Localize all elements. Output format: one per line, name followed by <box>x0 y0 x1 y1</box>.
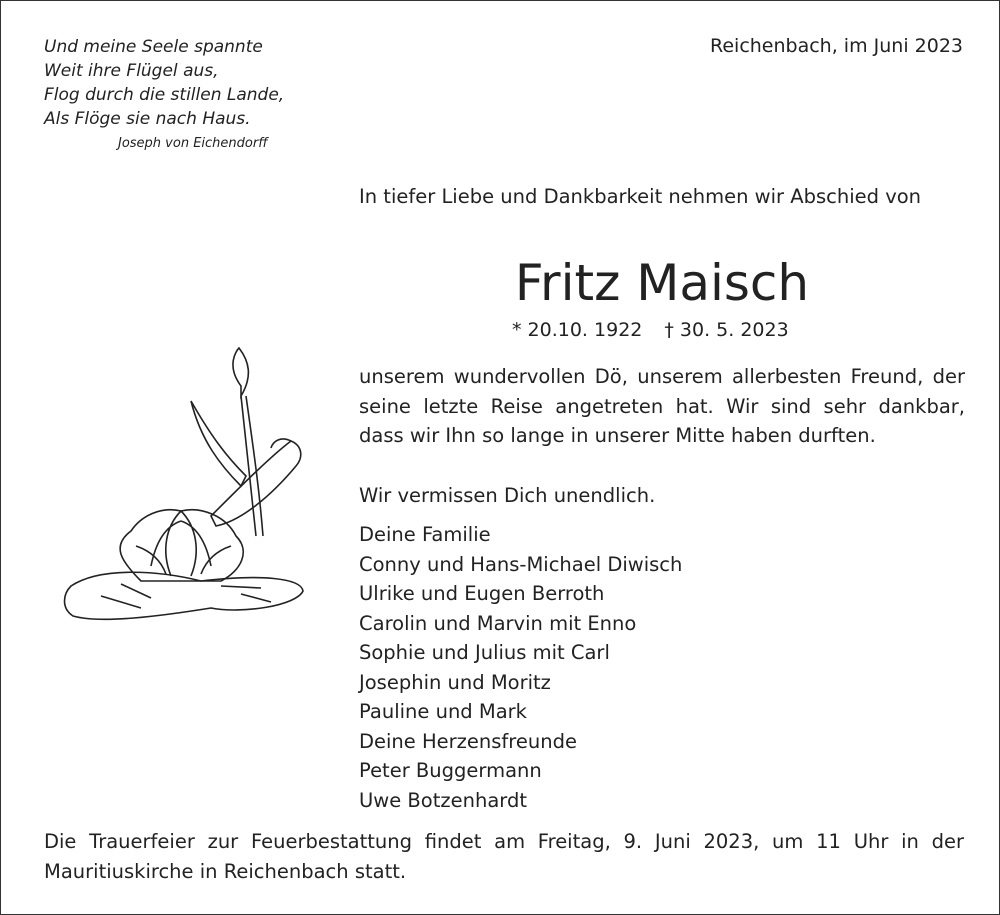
mourner: Uwe Botzenhardt <box>359 788 527 812</box>
poem-line: Weit ihre Flügel aus, <box>44 61 219 81</box>
mourner: Conny und Hans-Michael Diwisch <box>359 552 683 576</box>
poem-line: Und meine Seele spannte <box>44 37 263 57</box>
mourner: Sophie und Julius mit Carl <box>359 641 610 664</box>
main-text: unserem wundervollen Dö, unserem allerbesten Freund, der seine letzte Reise angetreten hat. Wir sind sehr dankbar, dass wir Ihn so lange in unserer Mitte haben durften. <box>359 365 965 447</box>
life-dates <box>512 319 811 341</box>
place-date: Reichenbach, im Juni 2023 <box>710 35 963 57</box>
intro-text: In tiefer Liebe und Dankbarkeit nehmen wir Abschied von <box>359 185 922 208</box>
water-lily-icon <box>41 346 311 636</box>
mourner: Josephin und Moritz <box>359 670 551 694</box>
mourner: Deine Familie <box>359 523 491 546</box>
mourners-list <box>359 520 965 815</box>
poem-line: Flog durch die stillen Lande, <box>44 85 285 105</box>
miss-text: Wir vermissen Dich unendlich. <box>359 484 656 507</box>
poem-line: Als Flöge sie nach Haus. <box>44 109 251 129</box>
poem <box>44 35 284 131</box>
death-date: † 30. 5. 2023 <box>664 319 789 341</box>
mourner: Carolin und Marvin mit Enno <box>359 611 637 635</box>
mourner: Peter Buggermann <box>359 759 542 782</box>
funeral-info: Die Trauerfeier zur Feuerbestattung findet am Freitag, 9. Juni 2023, um 11 Uhr in der Mauritiuskirche in Reichenbach statt. <box>44 830 964 883</box>
birth-date: * 20.10. 1922 <box>512 319 643 341</box>
deceased-name: Fritz Maisch <box>514 254 810 312</box>
mourner: Pauline und Mark <box>359 700 527 723</box>
mourner: Deine Herzensfreunde <box>359 729 577 753</box>
poem-author: Joseph von Eichendorff <box>118 136 268 151</box>
mourner: Ulrike und Eugen Berroth <box>359 582 605 605</box>
